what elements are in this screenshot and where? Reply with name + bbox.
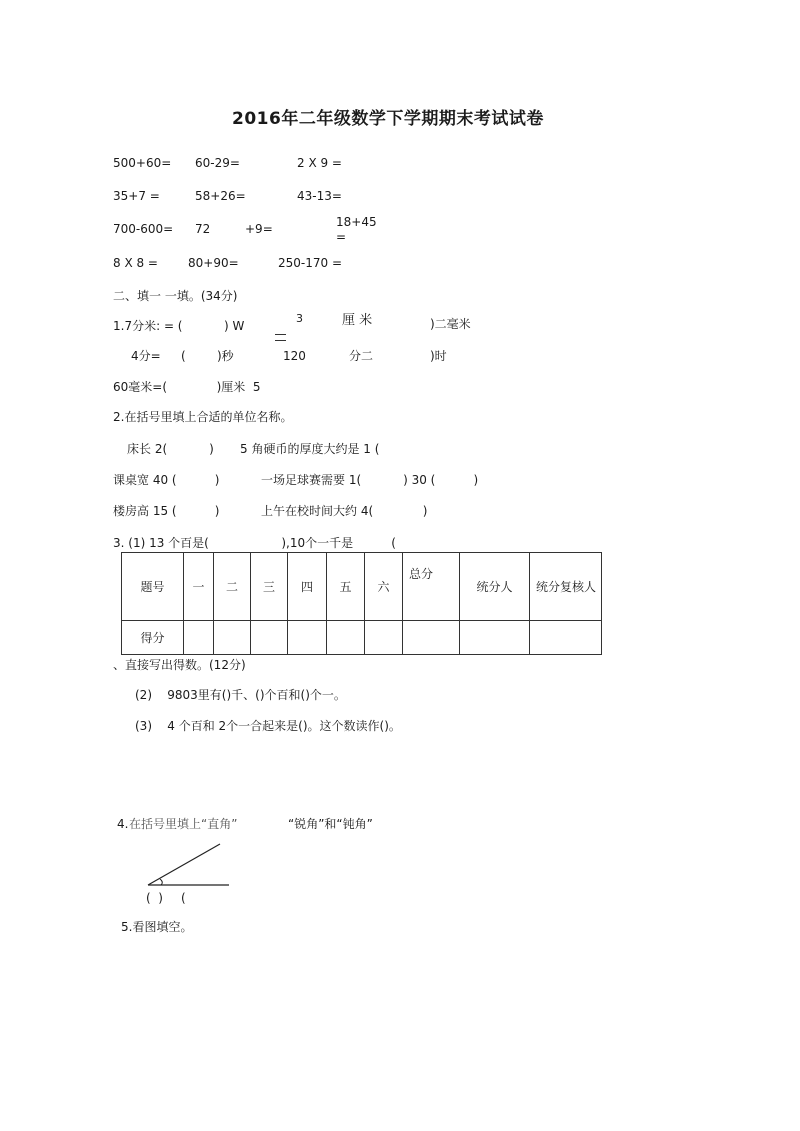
table-header-cell: 二	[214, 553, 251, 621]
score-cell[interactable]	[327, 621, 365, 655]
fill-text: 一场足球赛需要 1( ) 30 ( )	[261, 473, 479, 487]
calc-item: 8 X 8 =	[113, 256, 158, 270]
fill-text: 60毫米=( )厘米 5	[113, 380, 261, 394]
fill-text: 5 角硬币的厚度大约是 1 (	[240, 442, 380, 456]
fill-text: 120	[283, 349, 306, 363]
score-table	[121, 552, 602, 655]
fill-text: )时	[430, 349, 447, 363]
table-header-cell: 五	[327, 553, 365, 621]
angle-diagram	[140, 838, 235, 893]
table-header-cell: 题号	[122, 553, 184, 621]
question-text: 在括号里填上“直角”	[129, 817, 238, 831]
calc-item: 72	[195, 222, 211, 236]
fill-text: 课桌宽 40 ( )	[113, 473, 220, 487]
fill-text: 分二	[349, 349, 374, 363]
table-header-cell: 统分人	[460, 553, 530, 621]
fill-text: ) W	[224, 319, 245, 333]
question-text: “锐角”和“钝角”	[288, 817, 373, 831]
fraction-bar	[275, 334, 286, 335]
question-heading: 2.在括号里填上合适的单位名称。	[113, 410, 293, 424]
calc-item: 43-13=	[297, 189, 342, 203]
table-header-cell: 三	[251, 553, 288, 621]
score-cell[interactable]	[403, 621, 460, 655]
fill-text: 3	[296, 312, 303, 325]
table-header-cell: 六	[365, 553, 403, 621]
answer-paren: ( )	[146, 891, 163, 905]
fill-text: (2) 9803里有()千、()个百和()个一。	[135, 688, 346, 702]
score-cell[interactable]	[184, 621, 214, 655]
table-header-cell: 总分	[403, 553, 460, 621]
fill-text: 楼房高 15 ( )	[113, 504, 220, 518]
score-cell[interactable]	[460, 621, 530, 655]
score-cell[interactable]	[530, 621, 602, 655]
calc-item: +9=	[245, 222, 273, 236]
calc-item: 500+60=	[113, 156, 172, 170]
fill-text: (3) 4 个百和 2个一合起来是()。这个数读作()。	[135, 719, 401, 733]
calc-item: 80+90=	[188, 256, 239, 270]
calc-item: 250-170 =	[278, 256, 343, 270]
score-cell[interactable]	[251, 621, 288, 655]
table-header-cell: 四	[288, 553, 327, 621]
fill-text: (	[181, 349, 186, 363]
section-heading: 、直接写出得数。(12分)	[113, 658, 246, 672]
calc-item: =	[336, 230, 347, 244]
score-cell[interactable]	[365, 621, 403, 655]
table-header-cell: 统分复核人	[530, 553, 602, 621]
score-cell[interactable]	[288, 621, 327, 655]
score-cell[interactable]	[214, 621, 251, 655]
fill-text: 3. (1) 13 个百是( ),10个一千是 (	[113, 536, 396, 550]
calc-item: 700-600=	[113, 222, 174, 236]
fill-text: 厘 米	[342, 313, 373, 328]
fill-text: 1.7分米: = (	[113, 319, 183, 333]
question-number: 4.	[117, 817, 129, 831]
section-heading: 二、填一 一填。(34分)	[113, 289, 238, 303]
fill-text: )秒	[217, 349, 234, 363]
table-row-label: 得分	[122, 621, 184, 655]
fill-text: 床长 2( )	[127, 442, 214, 456]
page-title: 2016年二年级数学下学期期末考试试卷	[232, 109, 544, 129]
question-text: 5.看图填空。	[121, 920, 193, 934]
calc-item: 2 X 9 =	[297, 156, 342, 170]
fraction-bar	[275, 340, 286, 341]
calc-item: 35+7 =	[113, 189, 160, 203]
answer-paren: (	[181, 891, 186, 905]
calc-item: 18+45	[336, 215, 377, 229]
fill-text: 上午在校时间大约 4( )	[261, 504, 428, 518]
calc-item: 60-29=	[195, 156, 240, 170]
fill-text: 4分=	[131, 349, 161, 363]
calc-item: 58+26=	[195, 189, 246, 203]
fill-text: )二毫米	[430, 317, 471, 331]
table-header-cell: 一	[184, 553, 214, 621]
